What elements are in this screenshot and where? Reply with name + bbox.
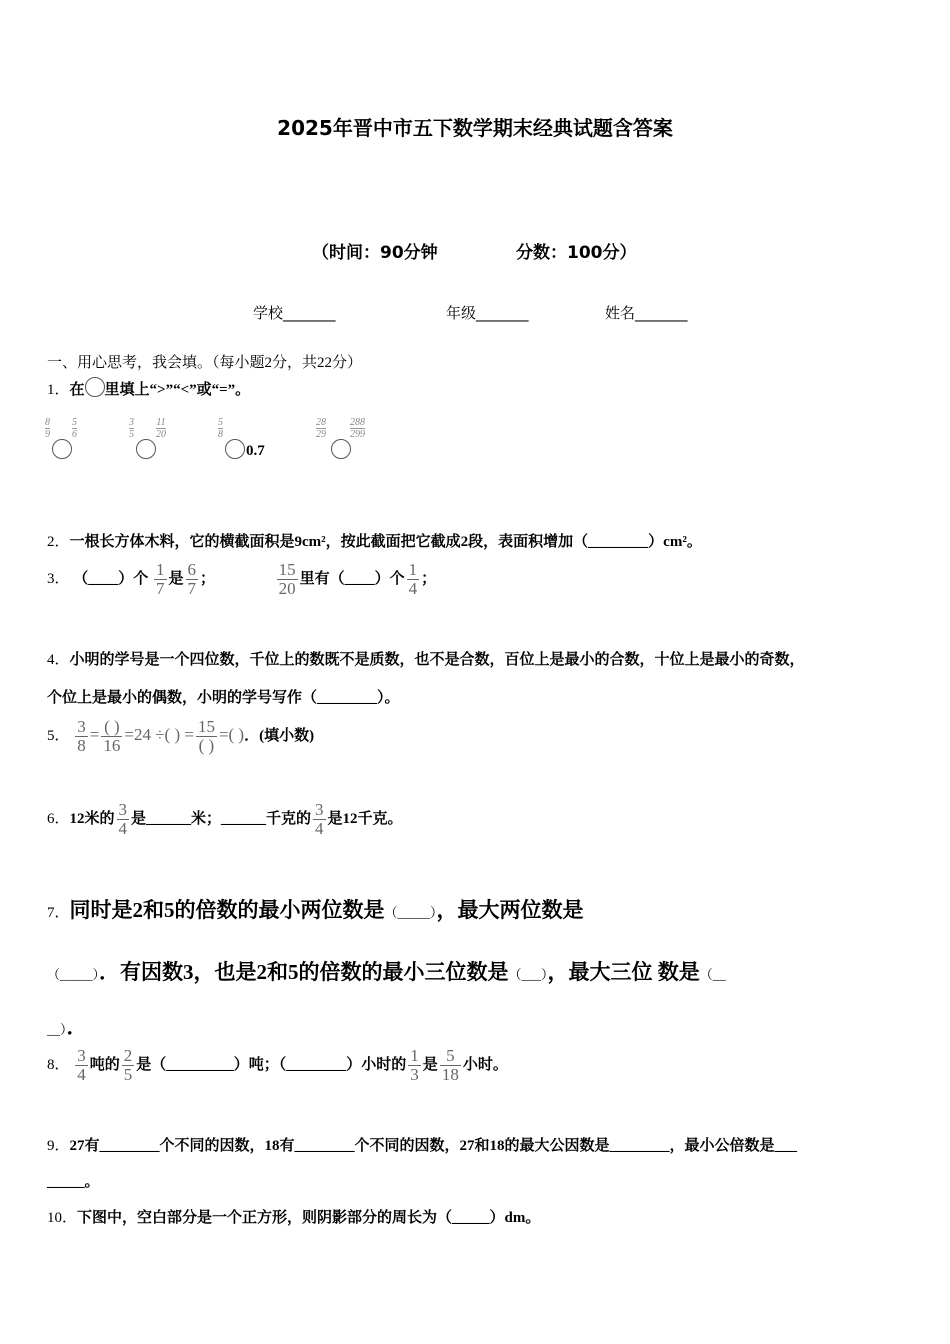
question-number: 4． bbox=[47, 652, 70, 668]
q5-expression: =24 ÷( ) = bbox=[124, 724, 194, 744]
question-5 bbox=[47, 718, 314, 755]
q3-text-a: （____）个 bbox=[73, 570, 149, 587]
fraction: $\frac{1}{7}$ bbox=[156, 560, 165, 598]
fraction: 5 6 bbox=[72, 417, 77, 440]
fraction: $\frac{3}{4}$ bbox=[77, 1046, 86, 1084]
q3-text-e: ； bbox=[421, 570, 437, 587]
question-2 bbox=[47, 530, 702, 551]
section-heading: 一、用心思考，我会填。（每小题2分，共22分） bbox=[47, 355, 363, 371]
time-label: （时间：90分钟 bbox=[312, 243, 438, 263]
grade-field: 年级_______ bbox=[446, 304, 529, 322]
question-number: 8． bbox=[47, 1056, 70, 1073]
fraction: $\frac{2}{5}$ bbox=[123, 1046, 133, 1084]
fraction: $\frac{3}{8}$ bbox=[77, 717, 86, 755]
question-6 bbox=[47, 801, 403, 838]
fraction: 8 9 bbox=[45, 417, 50, 440]
question-number: 5． bbox=[47, 727, 70, 744]
q7-blank: （__ bbox=[699, 967, 726, 982]
q4-line-2: 个位上是最小的偶数，小明的学号写作（________）。 bbox=[47, 690, 400, 706]
q6-text-b: 是______米；______千克的 bbox=[131, 810, 312, 827]
question-7 bbox=[47, 894, 584, 924]
q7-text-1: 同时是2和5的倍数的最小两位数是 bbox=[69, 898, 385, 922]
q8-text-a: 吨的 bbox=[89, 1056, 120, 1073]
q7-blank: （___） bbox=[508, 967, 548, 982]
fraction: 5 8 bbox=[218, 417, 223, 440]
school-field: 学校_______ bbox=[253, 304, 336, 322]
q4-line-1: 小明的学号是一个四位数，千位上的数既不是质数，也不是合数，百位上是最小的合数，十位上是最小的奇数， bbox=[69, 652, 805, 668]
q6-text-c: 是12千克。 bbox=[327, 810, 403, 827]
question-number: 10． bbox=[47, 1210, 78, 1226]
score-label: 分数：100分） bbox=[516, 243, 637, 263]
q1-text-a: 在 bbox=[69, 382, 85, 398]
q7-text-5: ． bbox=[66, 1015, 88, 1039]
fraction: $\frac{15}{( )}$ bbox=[197, 717, 215, 755]
q7-blank: （_____） bbox=[47, 967, 100, 982]
q3-text-d: 里有（____）个 bbox=[299, 570, 405, 587]
q9-line-1: 27有________个不同的因数，18有________个不同的因数，27和18的最大公因数是________，最小公倍数是___ bbox=[69, 1138, 798, 1154]
question-number: 1． bbox=[47, 382, 70, 398]
q3-text-b: 是 bbox=[168, 570, 184, 587]
question-number: 7． bbox=[47, 905, 70, 921]
question-number: 6． bbox=[47, 810, 70, 827]
q9-line-2: _____。 bbox=[47, 1174, 100, 1190]
fraction: $\frac{15}{20}$ bbox=[278, 560, 296, 598]
circle-icon bbox=[85, 377, 105, 397]
compare-circle[interactable] bbox=[52, 439, 72, 459]
q5-note: ．(填小数) bbox=[244, 727, 315, 744]
q1-text-b: 里填上“>”“<”或“=”。 bbox=[104, 382, 251, 398]
fraction: 288 299 bbox=[350, 417, 365, 440]
q7-line-3 bbox=[47, 1011, 88, 1041]
fraction: $\frac{6}{7}$ bbox=[187, 560, 197, 598]
question-number: 2． bbox=[47, 534, 70, 550]
q2-text: 一根长方体木料，它的横截面积是9cm²，按此截面把它截成2段，表面积增加（________）cm²。 bbox=[69, 534, 702, 550]
q7-blank: __） bbox=[47, 1022, 67, 1037]
fraction: 11 20 bbox=[156, 417, 166, 440]
equals-sign: = bbox=[89, 724, 100, 744]
q7-blank: （_____） bbox=[384, 905, 437, 920]
q8-text-b: 是（_________）吨；（________）小时的 bbox=[136, 1056, 407, 1073]
fraction: $\frac{3}{4}$ bbox=[118, 800, 128, 838]
fraction: $\frac{5}{18}$ bbox=[441, 1046, 459, 1084]
fraction: $\frac{1}{4}$ bbox=[408, 560, 418, 598]
q3-text-c: ； bbox=[200, 570, 216, 587]
fraction: $\frac{( )}{16}$ bbox=[103, 717, 121, 755]
q8-text-d: 小时。 bbox=[462, 1056, 508, 1073]
fraction: 3 5 bbox=[129, 417, 134, 440]
question-3 bbox=[47, 561, 436, 598]
fraction: $\frac{3}{4}$ bbox=[315, 800, 324, 838]
compare-circle[interactable] bbox=[225, 439, 245, 459]
q5-expression-end: =( ) bbox=[218, 724, 245, 744]
q7-line-2 bbox=[47, 956, 726, 986]
fraction: 28 29 bbox=[316, 417, 326, 440]
question-number: 3． bbox=[47, 570, 70, 587]
q6-text-a: 12米的 bbox=[69, 810, 115, 827]
q7-text-3: ．有因数3，也是2和5的倍数的最小三位数是 bbox=[99, 960, 509, 984]
question-9 bbox=[47, 1134, 797, 1155]
fraction: $\frac{1}{3}$ bbox=[410, 1046, 419, 1084]
q10-text: 下图中，空白部分是一个正方形，则阴影部分的周长为（_____）dm。 bbox=[77, 1210, 541, 1226]
compare-circle[interactable] bbox=[136, 439, 156, 459]
name-field: 姓名_______ bbox=[605, 304, 688, 322]
compare-circle[interactable] bbox=[331, 439, 351, 459]
question-1 bbox=[47, 377, 250, 399]
question-8 bbox=[47, 1047, 508, 1084]
question-4 bbox=[47, 648, 805, 669]
q8-text-c: 是 bbox=[422, 1056, 438, 1073]
page-title: 2025年晋中市五下数学期末经典试题含答案 bbox=[277, 116, 673, 140]
decimal-value: 0.7 bbox=[246, 443, 265, 459]
q7-text-4: ，最大三位 数是 bbox=[547, 960, 700, 984]
q7-text-2: ，最大两位数是 bbox=[436, 898, 584, 922]
question-10 bbox=[47, 1206, 540, 1227]
question-number: 9． bbox=[47, 1138, 70, 1154]
